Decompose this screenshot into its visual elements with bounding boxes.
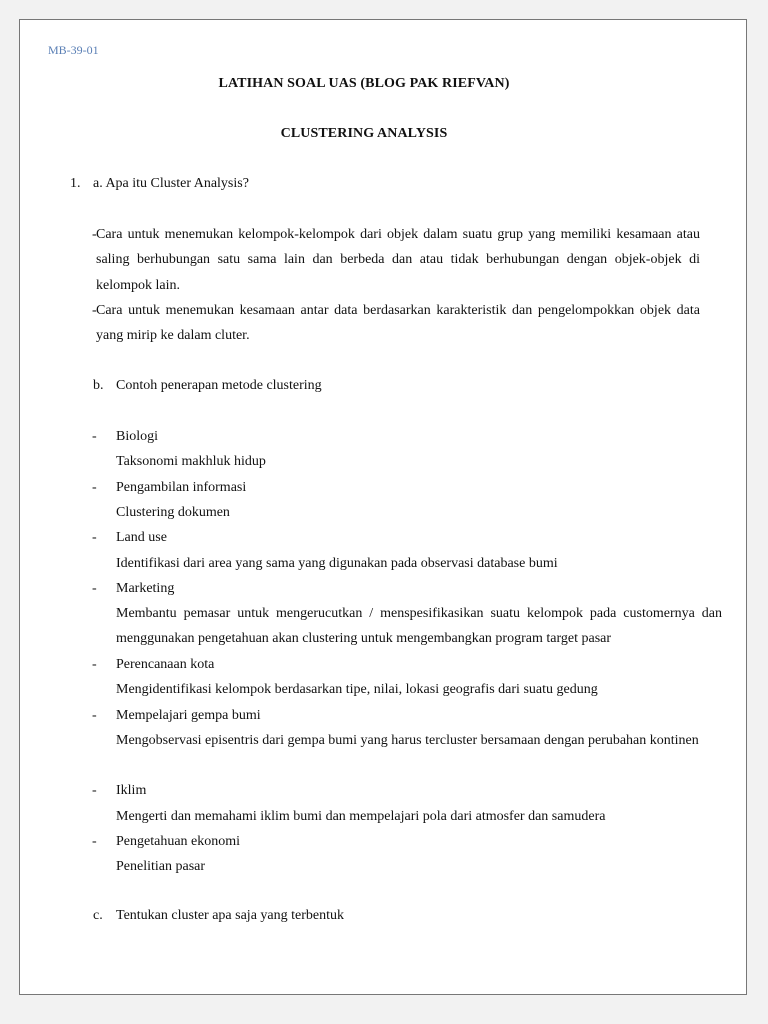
list-item-desc: Penelitian pasar — [116, 859, 206, 874]
list-item-desc: Mengobservasi episentris dari gempa bumi yang harus tercluster bersamaan dengan perubahan kontinen — [116, 733, 699, 748]
question-1b-marker: b. — [93, 378, 104, 393]
list-item-title: Iklim — [116, 783, 147, 798]
page-title: LATIHAN SOAL UAS (BLOG PAK RIEFVAN) — [218, 76, 510, 91]
list-item-bullet: - — [92, 834, 97, 849]
list-item-desc: Identifikasi dari area yang sama yang digunakan pada observasi database bumi — [116, 556, 558, 571]
list-item-desc: Taksonomi makhluk hidup — [116, 454, 266, 469]
list-item-bullet: - — [92, 657, 97, 672]
list-item-title: Pengambilan informasi — [116, 480, 247, 495]
document-code: MB-39-01 — [48, 43, 99, 57]
list-item-title: Perencanaan kota — [116, 657, 215, 672]
list-item-bullet: - — [92, 581, 97, 596]
list-item-title: Mempelajari gempa bumi — [116, 708, 261, 723]
question-1c-marker: c. — [93, 908, 103, 923]
list-item-bullet: - — [92, 429, 97, 444]
list-item-bullet: - — [92, 480, 97, 495]
page-subtitle: CLUSTERING ANALYSIS — [280, 126, 448, 141]
list-item-desc: Clustering dokumen — [116, 505, 230, 520]
answer-bullet: - — [92, 227, 97, 242]
list-item-title: Land use — [116, 530, 167, 545]
list-item-bullet: - — [92, 708, 97, 723]
list-item-title: Pengetahuan ekonomi — [116, 834, 241, 849]
list-item-desc: Mengerti dan memahami iklim bumi dan mempelajari pola dari atmosfer dan samudera — [116, 809, 606, 824]
list-item-bullet: - — [92, 530, 97, 545]
question-1a-label: a. Apa itu Cluster Analysis? — [93, 176, 249, 191]
list-item-title: Marketing — [116, 581, 175, 596]
answer-bullet: - — [92, 303, 97, 318]
list-item-desc: Mengidentifikasi kelompok berdasarkan tipe, nilai, lokasi geografis dari suatu gedung — [116, 682, 598, 697]
question-number: 1. — [70, 176, 81, 191]
answer-definition-2: Cara untuk menemukan kesamaan antar data berdasarkan karakteristik dan pengelompokkan objek data yang mirip ke dalam cluter. — [96, 303, 700, 344]
list-item-bullet: - — [92, 783, 97, 798]
list-item-title: Biologi — [116, 429, 159, 444]
list-item-desc: Membantu pemasar untuk mengerucutkan / menspesifikasikan suatu kelompok pada customernya dan menggunakan pengetahuan akan clustering untuk mengembangkan program target pasar — [116, 606, 722, 647]
question-1b-label: Contoh penerapan metode clustering — [116, 378, 322, 393]
answer-definition-1: Cara untuk menemukan kelompok-kelompok dari objek dalam suatu grup yang memiliki kesamaan atau saling berhubungan satu sama lain dan berbeda dan atau tidak berhubungan dengan objek-objek di kelompok lain. — [96, 227, 700, 293]
question-1c-label: Tentukan cluster apa saja yang terbentuk — [116, 908, 344, 923]
